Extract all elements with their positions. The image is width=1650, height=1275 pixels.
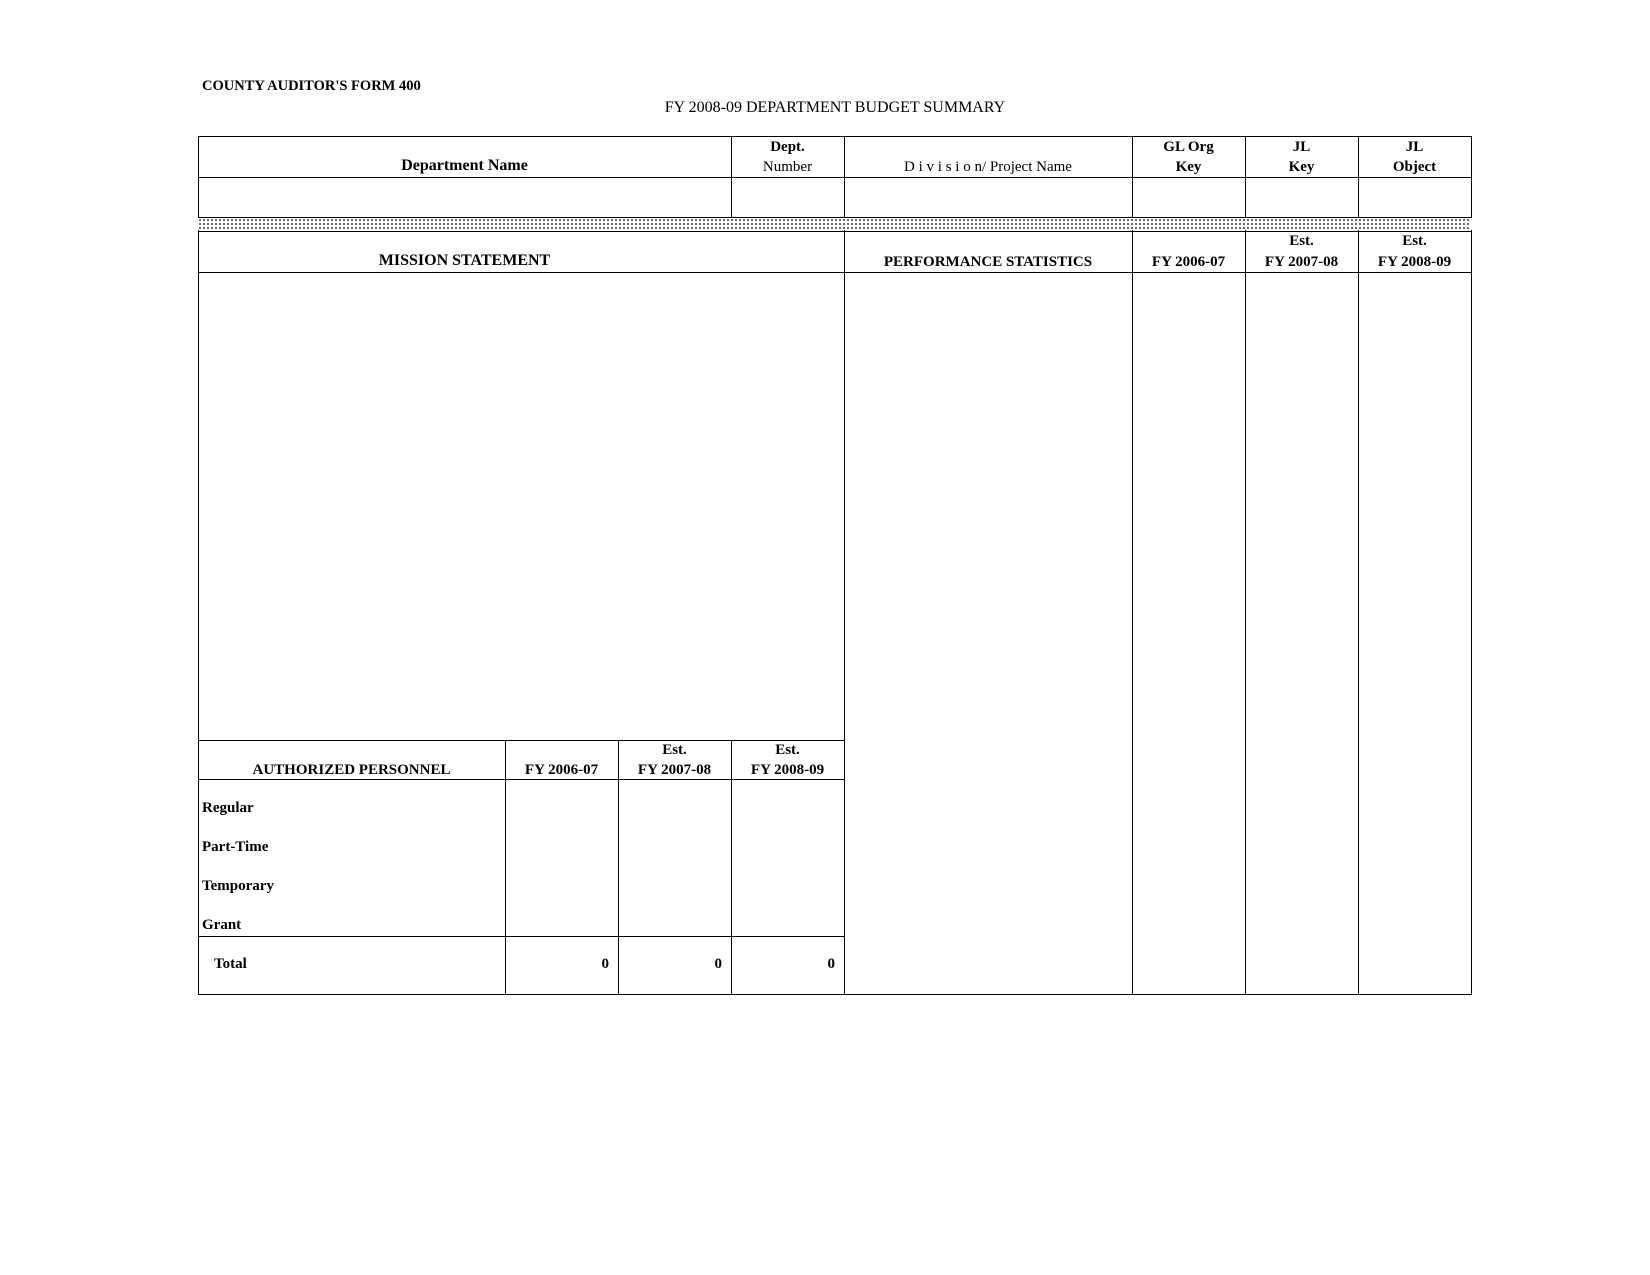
personnel-col3-header: FY 2008-09 [750, 762, 825, 778]
jl-object-header-line1: JL [1405, 139, 1424, 155]
performance-fy2006-07-area[interactable] [1134, 274, 1244, 992]
form-code: COUNTY AUDITOR'S FORM 400 [202, 78, 421, 94]
personnel-fy2007-08-entries[interactable] [620, 781, 730, 934]
personnel-col1-header: FY 2006-07 [524, 762, 599, 778]
performance-col2-header: FY 2007-08 [1264, 254, 1339, 270]
header-divider-division [844, 136, 845, 218]
personnel-header-bottom-border [198, 779, 844, 780]
hatched-separator [198, 217, 1471, 232]
header-left-border [198, 136, 199, 218]
division-project-name-header: D i v i s i o n/ Project Name [904, 159, 1072, 175]
performance-col1-divider [1132, 230, 1133, 995]
personnel-fy2006-07-entries[interactable] [507, 781, 617, 934]
dept-number-header-line1: Dept. [770, 139, 805, 155]
division-project-name-field[interactable] [846, 179, 1131, 216]
body-right-border [1471, 230, 1472, 995]
performance-col2-divider [1245, 230, 1246, 995]
body-left-border [198, 230, 199, 995]
jl-object-header-line2: Object [1392, 159, 1437, 175]
mission-statement-heading: MISSION STATEMENT [378, 252, 551, 269]
personnel-total-fy2006-07: 0 [601, 956, 609, 972]
jl-key-field[interactable] [1247, 179, 1357, 216]
personnel-fy2008-09-entries[interactable] [733, 781, 843, 934]
personnel-top-border [198, 740, 844, 741]
form-title: FY 2008-09 DEPARTMENT BUDGET SUMMARY [664, 99, 1006, 116]
personnel-row-regular: Regular [202, 800, 254, 816]
performance-col1-header: FY 2006-07 [1151, 254, 1226, 270]
section-header-bottom-border [198, 272, 1471, 273]
gl-org-key-header-line1: GL Org [1163, 139, 1214, 155]
header-right-border [1471, 136, 1472, 218]
performance-statistics-heading: PERFORMANCE STATISTICS [883, 254, 1093, 270]
jl-key-header-line2: Key [1288, 159, 1315, 175]
performance-col3-header: FY 2008-09 [1377, 254, 1452, 270]
personnel-col3-header-est: Est. [775, 742, 800, 758]
personnel-row-grant: Grant [202, 917, 242, 933]
performance-fy2007-08-area[interactable] [1247, 274, 1357, 992]
header-mid-border [198, 177, 1471, 178]
gl-org-key-field[interactable] [1134, 179, 1244, 216]
table-bottom-border [198, 994, 1471, 995]
jl-object-field[interactable] [1360, 179, 1470, 216]
performance-col3-divider [1358, 230, 1359, 995]
gl-org-key-header-line2: Key [1175, 159, 1202, 175]
personnel-col2-header: FY 2007-08 [637, 762, 712, 778]
mission-performance-divider [844, 230, 845, 995]
mission-statement-area[interactable] [200, 274, 843, 738]
department-name-header: Department Name [401, 157, 528, 174]
personnel-total-top-border [198, 936, 844, 937]
personnel-total-label: Total [214, 956, 247, 972]
department-name-field[interactable] [200, 179, 730, 216]
personnel-total-fy2007-08: 0 [714, 956, 722, 972]
header-top-border [198, 136, 1471, 137]
personnel-col2-header-est: Est. [662, 742, 687, 758]
authorized-personnel-heading: AUTHORIZED PERSONNEL [252, 762, 451, 778]
performance-statistics-area[interactable] [846, 274, 1131, 992]
performance-col3-header-est: Est. [1402, 233, 1427, 249]
jl-key-header-line1: JL [1292, 139, 1311, 155]
personnel-row-temporary: Temporary [202, 878, 274, 894]
performance-col2-header-est: Est. [1289, 233, 1314, 249]
dept-number-field[interactable] [733, 179, 843, 216]
personnel-total-fy2008-09: 0 [827, 956, 835, 972]
personnel-row-part-time: Part-Time [202, 839, 269, 855]
dept-number-header-line2: Number [762, 159, 813, 175]
performance-fy2008-09-area[interactable] [1360, 274, 1470, 992]
